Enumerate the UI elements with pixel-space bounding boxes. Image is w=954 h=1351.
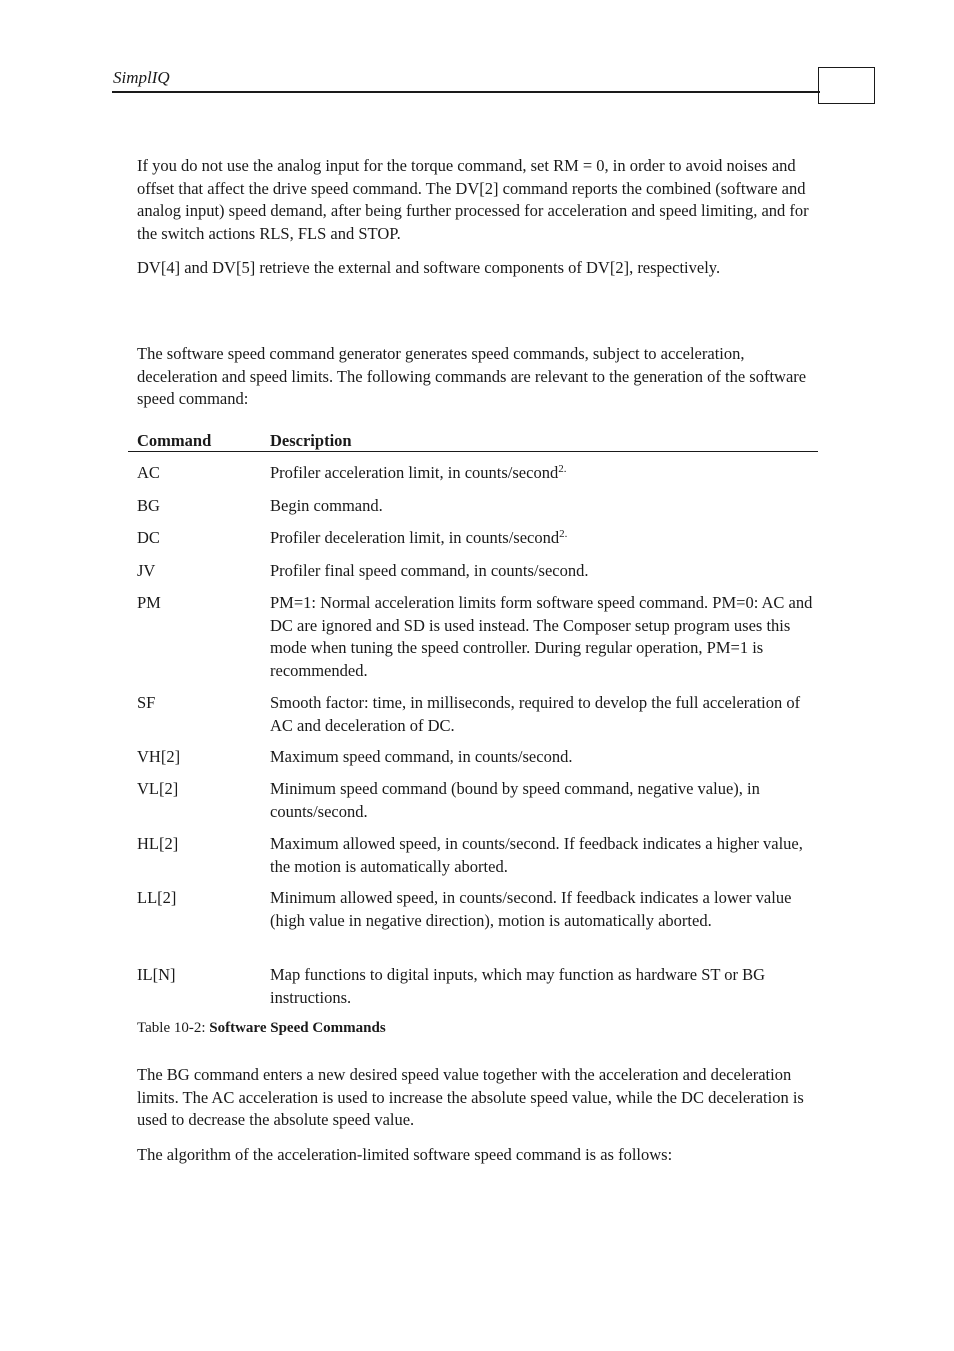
table-cell-command: DC <box>137 528 160 547</box>
table-cell-command: SF <box>137 693 156 712</box>
table-cell-description <box>270 527 815 550</box>
paragraph-algorithm: The algorithm of the acceleration-limited software speed command is as follows: <box>137 1145 673 1164</box>
table-cell-command: IL[N] <box>137 965 176 984</box>
paragraph-dv-components: DV[4] and DV[5] retrieve the external and software components of DV[2], respectively. <box>137 258 721 277</box>
paragraph-bg-command: The BG command enters a new desired speed value together with the acceleration and deceleration limits. The AC acceleration is used to increase the absolute speed value, while the DC deceleration is used to decrease the absolute speed value. <box>137 1065 804 1129</box>
header-title: SimplIQ <box>113 68 170 87</box>
table-cell-command: PM <box>137 593 161 612</box>
table-cell-command: JV <box>137 561 156 580</box>
description-text: Profiler deceleration limit, in counts/second <box>270 528 560 547</box>
table-cell-command: LL[2] <box>137 888 177 907</box>
table-cell-command: VH[2] <box>137 747 181 766</box>
table-cell-description: Profiler final speed command, in counts/second. <box>270 561 589 580</box>
table-cell-command: HL[2] <box>137 834 179 853</box>
table-header-description: Description <box>270 431 352 450</box>
description-text: Profiler acceleration limit, in counts/second <box>270 463 559 482</box>
table-caption <box>137 1020 386 1037</box>
superscript: 2. <box>559 528 568 540</box>
table-cell-description: Maximum allowed speed, in counts/second. If feedback indicates a higher value, the motion is automatically aborted. <box>270 834 803 876</box>
paragraph-software-generator: The software speed command generator generates speed commands, subject to acceleration, deceleration and speed limits. The following commands are relevant to the generation of the software speed command: <box>137 344 807 408</box>
page-number-box <box>818 67 875 104</box>
table-cell-description: Smooth factor: time, in milliseconds, required to develop the full acceleration of AC and deceleration of DC. <box>270 693 801 735</box>
table-header-rule <box>128 451 818 452</box>
table-header-command: Command <box>137 431 212 450</box>
table-cell-description <box>270 462 815 485</box>
table-caption-prefix: Table 10-2: <box>137 1020 210 1036</box>
table-cell-description: Maximum speed command, in counts/second. <box>270 747 573 766</box>
table-cell-description: PM=1: Normal acceleration limits form software speed command. PM=0: AC and DC are ignored and SD is used instead. The Composer setup program uses this mode when tuning the speed controller. During regular operation, PM=1 is recommended. <box>270 593 813 680</box>
table-cell-description: Minimum allowed speed, in counts/second. If feedback indicates a lower value (high value in negative direction), motion is automatically aborted. <box>270 888 792 930</box>
paragraph-analog-input: If you do not use the analog input for the torque command, set RM = 0, in order to avoid noises and offset that affect the drive speed command. The DV[2] command reports the combined (software and analog input) speed demand, after being further processed for acceleration and speed limiting, and for the switch actions RLS, FLS and STOP. <box>137 156 809 243</box>
header-rule <box>112 91 820 93</box>
table-cell-description: Begin command. <box>270 496 383 515</box>
table-caption-title: Software Speed Commands <box>209 1020 386 1036</box>
table-cell-description: Map functions to digital inputs, which may function as hardware ST or BG instructions. <box>270 965 766 1007</box>
table-cell-command: AC <box>137 463 160 482</box>
table-cell-command: BG <box>137 496 160 515</box>
superscript: 2. <box>558 463 567 475</box>
table-cell-command: VL[2] <box>137 779 179 798</box>
table-cell-description: Minimum speed command (bound by speed command, negative value), in counts/second. <box>270 779 760 821</box>
